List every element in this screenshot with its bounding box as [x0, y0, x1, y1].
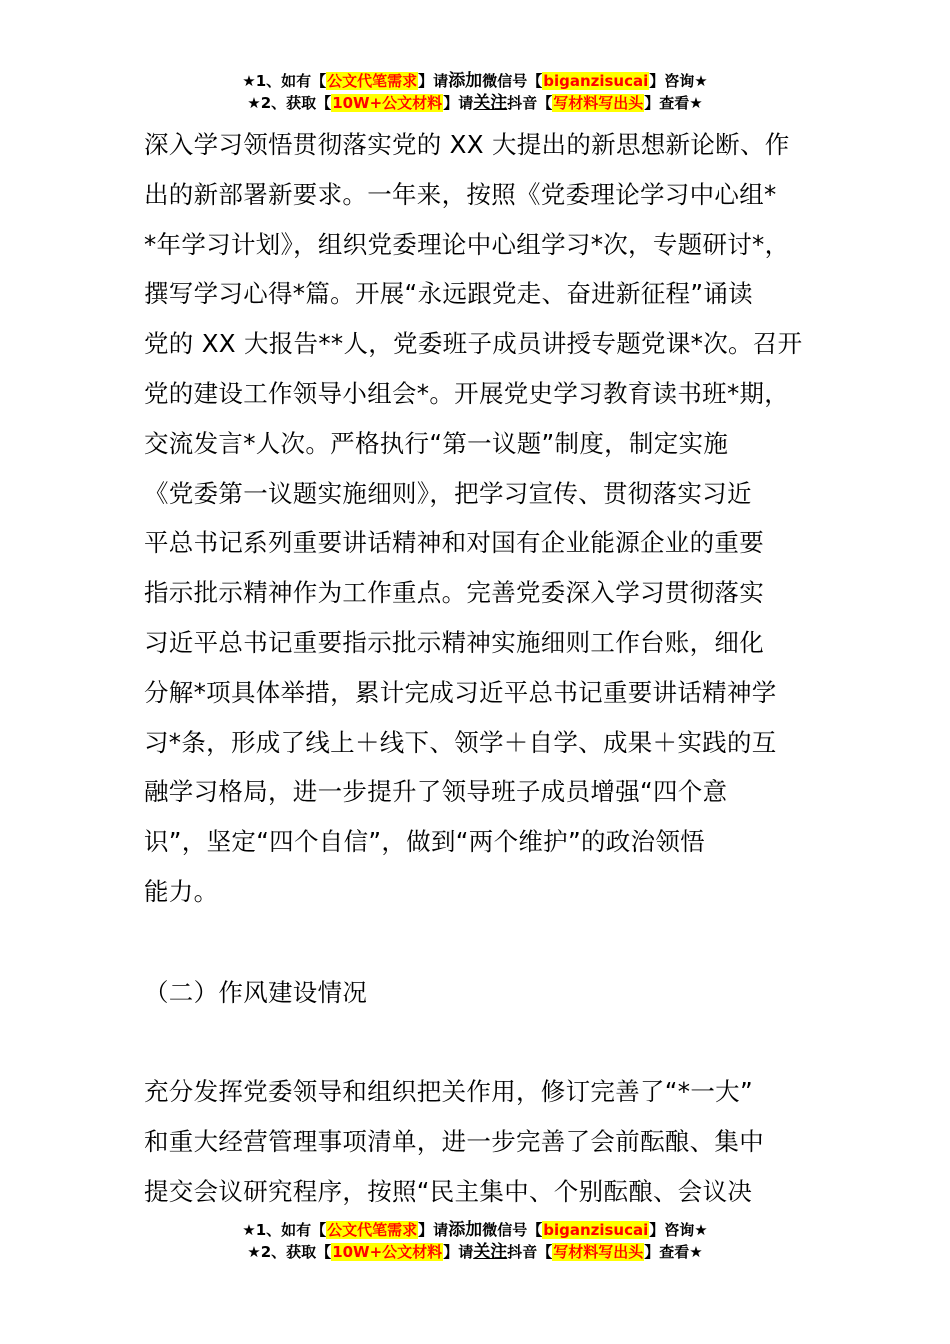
promo-text: ★1、如有【 — [242, 72, 327, 90]
promo-text: 微信号【 — [482, 72, 543, 90]
paragraph-line: 《党委第一议题实施细则》，把学习宣传、贯彻落实习近 — [144, 478, 752, 508]
paragraph-line: 撰写学习心得*篇。开展“永远跟党走、奋进新征程”诵读 — [144, 279, 753, 309]
promo-text: ★2、获取【 — [247, 94, 332, 112]
promo-highlight-service: 公文代笔需求 — [327, 1221, 418, 1239]
footer-promo-banner — [0, 1219, 950, 1263]
promo-highlight-materials: 10W+公文材料 — [332, 94, 443, 112]
body-paragraph-study — [144, 120, 834, 917]
promo-text: 抖音【 — [507, 1243, 553, 1261]
promo-line-1 — [0, 1219, 950, 1241]
paragraph-line: 充分发挥党委领导和组织把关作用，修订完善了“*一大” — [144, 1077, 753, 1106]
body-paragraph-conduct — [144, 1067, 834, 1216]
paragraph-line: 出的新部署新要求。一年来，按照《党委理论学习中心组* — [144, 179, 777, 209]
promo-line-2 — [0, 1241, 950, 1263]
promo-text: 】请 — [443, 94, 474, 112]
promo-highlight-wechat-id: biganzisucai — [543, 72, 649, 90]
paragraph-line: 深入学习领悟贯彻落实党的 XX 大提出的新思想新论断、作 — [144, 130, 790, 159]
section-heading — [144, 968, 834, 1018]
promo-emphasis: 关注 — [473, 93, 508, 113]
promo-text: 】咨询★ — [649, 1221, 708, 1239]
promo-text: 微信号【 — [482, 1221, 543, 1239]
promo-text: 】查看★ — [644, 94, 703, 112]
promo-text: 】请 — [418, 1221, 449, 1239]
promo-emphasis: 关注 — [473, 1242, 508, 1262]
promo-text: ★1、如有【 — [242, 1221, 327, 1239]
paragraph-line: 交流发言*人次。严格执行“第一议题”制度，制定实施 — [144, 428, 729, 458]
header-promo-banner — [0, 70, 950, 114]
paragraph-line: *年学习计划》，组织党委理论中心组学习*次，专题研讨*， — [144, 229, 790, 259]
paragraph-line: 指示批示精神作为工作重点。完善党委深入学习贯彻落实 — [144, 578, 764, 608]
paragraph-line: 和重大经营管理事项清单，进一步完善了会前酝酿、集中 — [144, 1126, 764, 1156]
paragraph-line: 习*条，形成了线上＋线下、领学＋自学、成果＋实践的互 — [144, 727, 777, 757]
promo-text: 抖音【 — [507, 94, 553, 112]
paragraph-line: 党的 XX 大报告**人，党委班子成员讲授专题党课*次。召开 — [144, 329, 803, 359]
promo-emphasis: 添加 — [448, 71, 483, 91]
promo-text: 】咨询★ — [649, 72, 708, 90]
promo-highlight-douyin-account: 写材料写出头 — [553, 94, 644, 112]
promo-line-1 — [0, 70, 950, 92]
paragraph-line: 融学习格局，进一步提升了领导班子成员增强“四个意 — [144, 777, 728, 807]
paragraph-line: 党的建设工作领导小组会*。开展党史学习教育读书班*期， — [144, 378, 790, 408]
promo-highlight-materials: 10W+公文材料 — [332, 1243, 443, 1261]
promo-text: 】请 — [418, 72, 449, 90]
paragraph-line: 能力。 — [144, 876, 219, 906]
promo-text: ★2、获取【 — [247, 1243, 332, 1261]
promo-text: 】查看★ — [644, 1243, 703, 1261]
section-heading-text: （二）作风建设情况 — [144, 978, 368, 1007]
paragraph-line: 平总书记系列重要讲话精神和对国有企业能源企业的重要 — [144, 528, 764, 558]
promo-highlight-wechat-id: biganzisucai — [543, 1221, 649, 1239]
paragraph-line: 习近平总书记重要指示批示精神实施细则工作台账，细化 — [144, 627, 764, 657]
paragraph-line: 分解*项具体举措，累计完成习近平总书记重要讲话精神学 — [144, 677, 777, 707]
promo-line-2 — [0, 92, 950, 114]
promo-highlight-service: 公文代笔需求 — [327, 72, 418, 90]
promo-highlight-douyin-account: 写材料写出头 — [553, 1243, 644, 1261]
promo-emphasis: 添加 — [448, 1220, 483, 1240]
paragraph-line: 提交会议研究程序，按照“民主集中、个别酝酿、会议决 — [144, 1176, 753, 1206]
paragraph-line: 识”，坚定“四个自信”，做到“两个维护”的政治领悟 — [144, 827, 705, 857]
promo-text: 】请 — [443, 1243, 474, 1261]
